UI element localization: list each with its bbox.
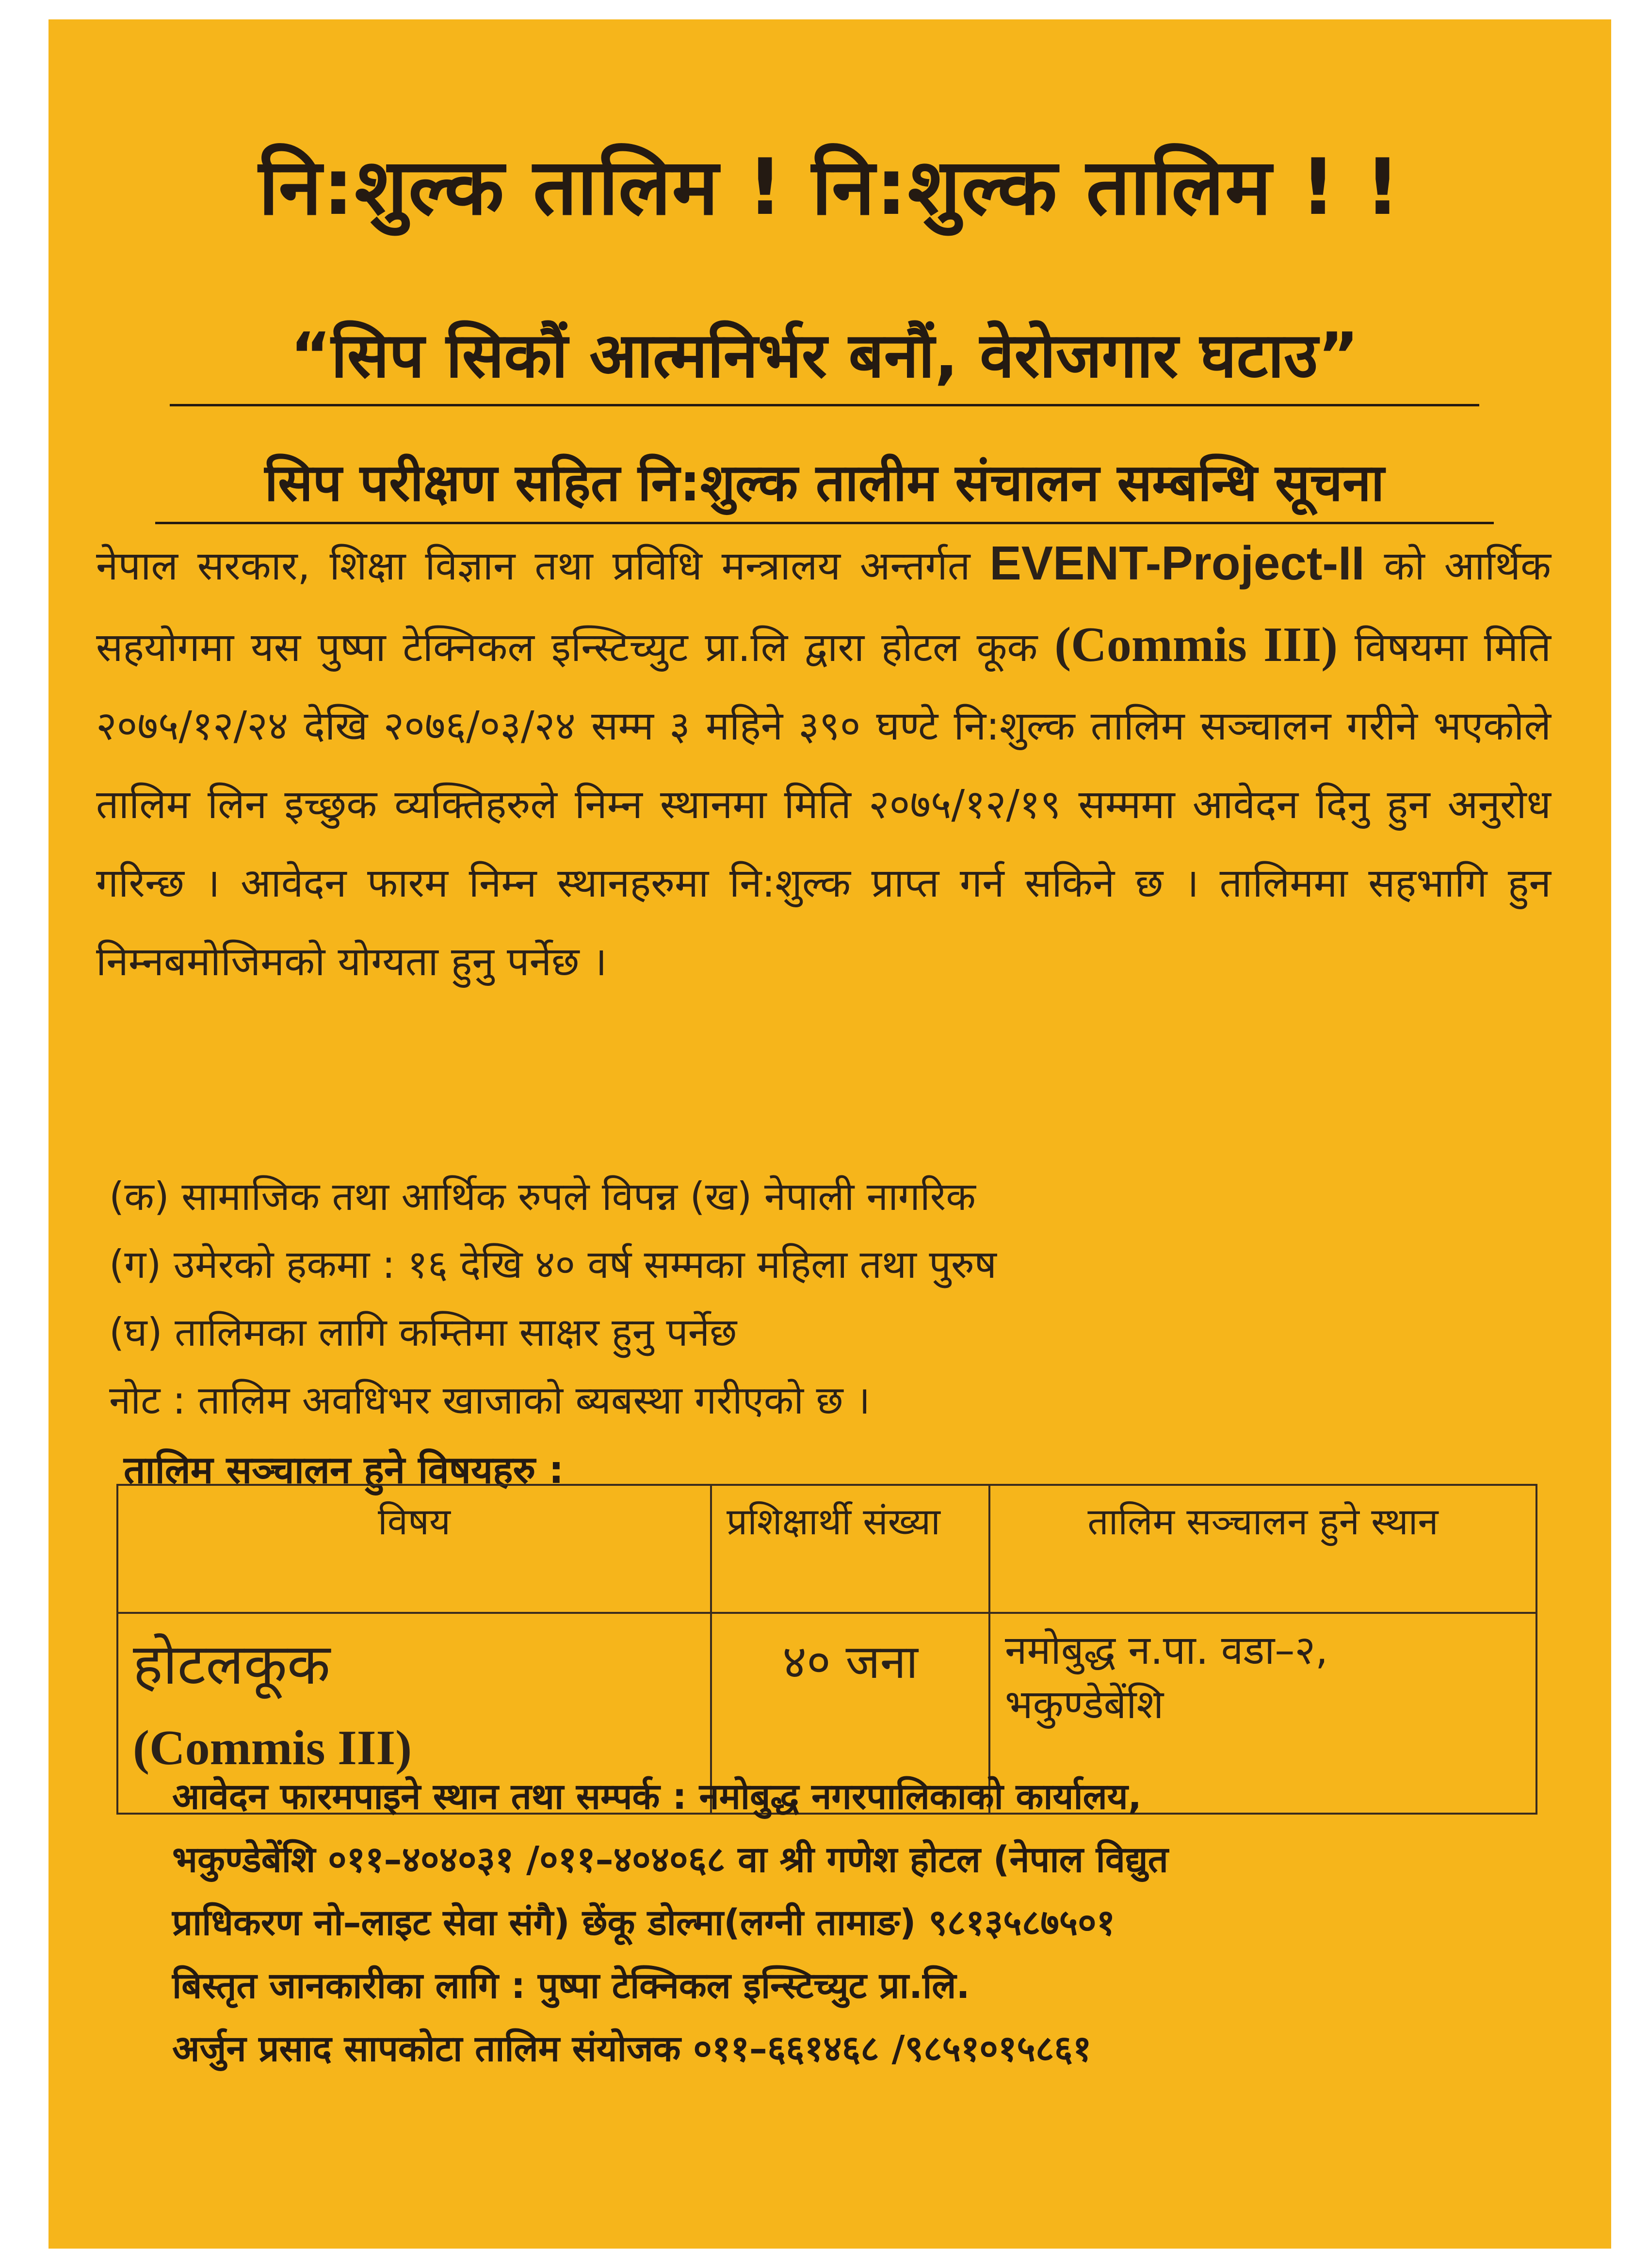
table-header-row (117, 1485, 1536, 1613)
notice-sheet (48, 19, 1611, 2249)
intro-text-3: विषयमा मिति २०७५/१२/२४ देखि २०७६/०३/२४ सम्म ३ महिने ३९० घण्टे नि:शुल्क तालिम सञ्चालन गरीने भएकोले तालिम लिन इच्छुक व्यक्तिहरुले निम्न स्थानमा मिति २०७५/१२/१९ सम्ममा आवेदन दिनु हुन अनुरोध गरिन्छ । आवेदन फारम निम्न स्थानहरुमा नि:शुल्क प्राप्त गर्न सकिने छ । तालिममा सहभागि हुन निम्नबमोजिमको योग्यता हुनु पर्नेछ । (96, 625, 1551, 985)
table-title: तालिम सञ्चालन हुने विषयहरु : (124, 1448, 564, 1492)
trainee-count: ४० जना (782, 1635, 918, 1689)
intro-paragraph (96, 524, 1551, 1001)
criteria-a-b: (क) सामाजिक तथा आर्थिक रुपले विपन्न (ख) नेपाली नागरिक (109, 1174, 976, 1219)
contact-line-1: आवेदन फारमपाइने स्थान तथा सम्पर्क : नमोबुद्ध नगरपालिकाको कार्यालय, (172, 1776, 1142, 1818)
header-venue: तालिम सञ्चालन हुने स्थान (989, 1485, 1536, 1613)
header-subject: विषय (117, 1485, 711, 1613)
header-trainee-count: प्रशिक्षार्थी संख्या (711, 1485, 989, 1613)
course-name-en: (Commis III) (1054, 617, 1338, 672)
contact-footer (172, 1765, 1593, 2080)
intro-text-2: को आर्थिक सहयोगमा यस पुष्पा टेक्निकल इन्स्टिच्युट प्रा.लि द्वारा होटल कूक (96, 543, 1551, 671)
subject-name-en: (Commis III) (133, 1721, 412, 1775)
project-name: EVENT-Project-II (989, 536, 1365, 590)
venue-line-1: नमोबुद्ध न.पा. वडा–२, (1005, 1627, 1328, 1673)
slogan: “सिप सिकौं आत्मनिर्भर बनौं, वेरोजगार घटाउ” (170, 310, 1479, 406)
contact-line-4: बिस्तृत जानकारीका लागि : पुष्पा टेक्निकल इन्स्टिच्युट प्रा.लि. (172, 1965, 970, 2007)
contact-line-3: प्राधिकरण नो–लाइट सेवा संगै) छेंकू डोल्मा(लग्नी तामाङ) ९८१३५८७५०१ (172, 1902, 1116, 1944)
free-training-banner: नि:शुल्क तालिम ! नि:शुल्क तालिम ! ! (259, 142, 1401, 232)
note-text: नोट : तालिम अवधिभर खाजाको ब्यबस्था गरीएको छ । (109, 1378, 871, 1423)
contact-line-2: भकुण्डेबेंशि ०११–४०४०३१ /०११–४०४०६८ वा श्री गणेश होटल (नेपाल विद्युत (172, 1839, 1168, 1881)
intro-text-1: नेपाल सरकार, शिक्षा विज्ञान तथा प्रविधि मन्त्रालय अन्तर्गत (96, 543, 990, 589)
subject-name: होटलकूक (133, 1632, 330, 1697)
criteria-d: (घ) तालिमका लागि कम्तिमा साक्षर हुनु पर्नेछ (109, 1310, 737, 1355)
criteria-c: (ग) उमेरको हकमा : १६ देखि ४० वर्ष सम्मका महिला तथा पुरुष (109, 1242, 997, 1287)
notice-heading: सिप परीक्षण सहित नि:शुल्क तालीम संचालन सम्बन्धि सूचना (155, 446, 1494, 524)
contact-line-5: अर्जुन प्रसाद सापकोटा तालिम संयोजक ०११–६६१४६८ /९८५१०१५८६१ (172, 2028, 1092, 2070)
venue-line-2: भकुण्डेबेंशि (1005, 1682, 1164, 1728)
